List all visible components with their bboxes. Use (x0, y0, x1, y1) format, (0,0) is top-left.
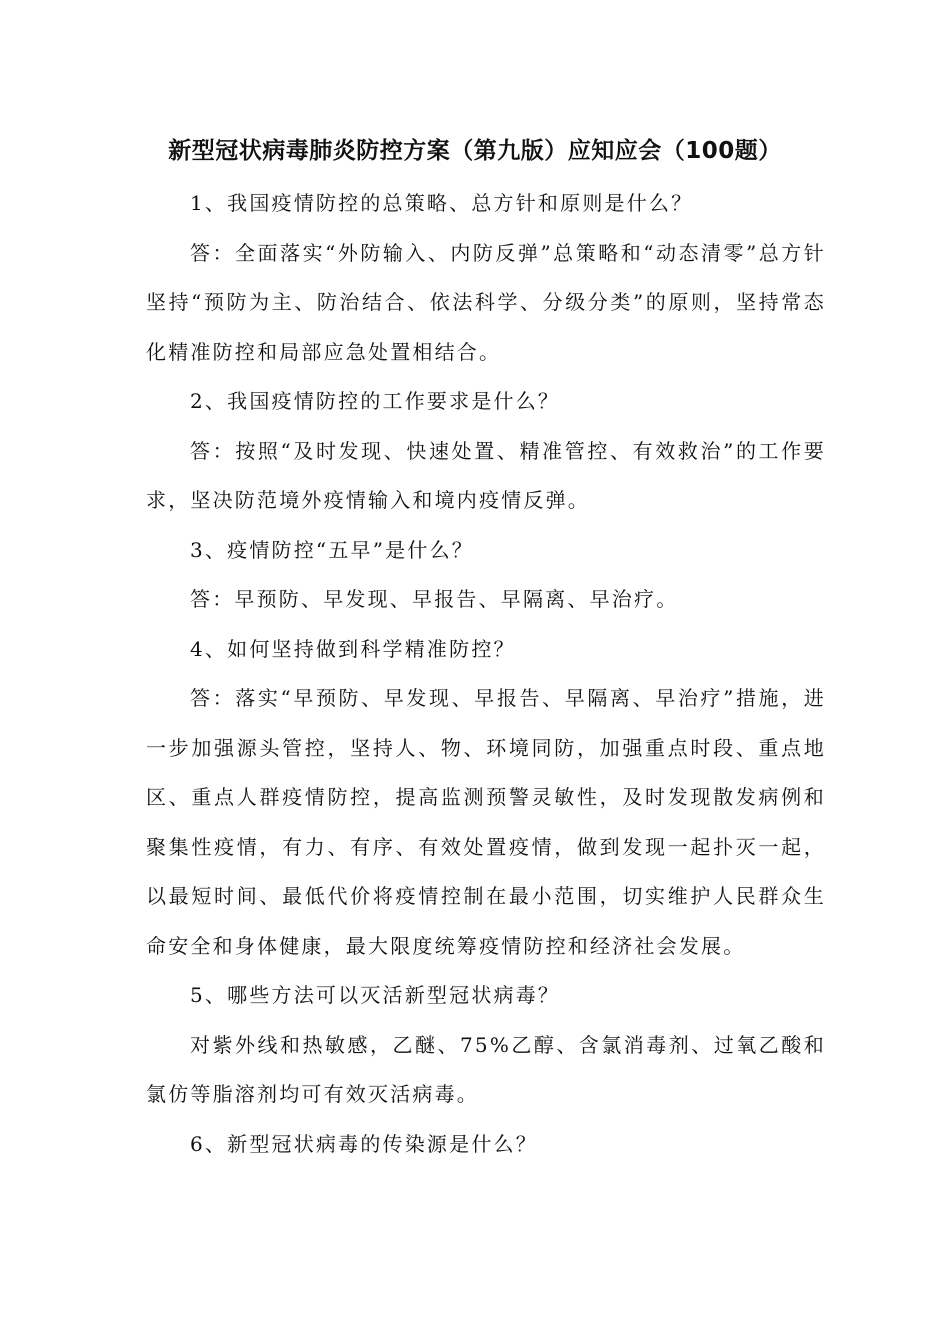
answer-1: 答：全面落实“外防输入、内防反弹”总策略和“动态清零”总方针坚持“预防为主、防治结合、依法科学、分级分类”的原则，坚持常态化精准防控和局部应急处置相结合。 (146, 240, 826, 364)
answer-4: 答：落实“早预防、早发现、早报告、早隔离、早治疗”措施，进一步加强源头管控，坚持人、物、环境同防，加强重点时段、重点地区、重点人群疫情防控，提高监测预警灵敏性，及时发现散发病例和聚集性疫情，有力、有序、有效处置疫情，做到发现一起扑灭一起，以最短时间、最低代价将疫情控制在最小范围，切实维护人民群众生命安全和身体健康，最大限度统筹疫情防控和经济社会发展。 (146, 686, 826, 958)
answer-5: 对紫外线和热敏感，乙醚、75%乙醇、含氯消毒剂、过氧乙酸和氯仿等脂溶剂均可有效灭活病毒。 (146, 1032, 826, 1106)
document-title: 新型冠状病毒肺炎防控方案（第九版）应知应会（100题） (168, 138, 782, 164)
answer-2: 答：按照“及时发现、快速处置、精准管控、有效救治”的工作要求，坚决防范境外疫情输入和境内疫情反弹。 (146, 438, 826, 512)
answer-3: 答：早预防、早发现、早报告、早隔离、早治疗。 (190, 587, 679, 611)
question-6: 6、新型冠状病毒的传染源是什么？ (190, 1131, 538, 1156)
question-5: 5、哪些方法可以灭活新型冠状病毒？ (190, 983, 561, 1007)
question-3: 3、疫情防控“五早”是什么？ (190, 537, 474, 562)
document-body (146, 179, 826, 1169)
question-4: 4、如何坚持做到科学精准防控？ (190, 636, 516, 661)
question-2: 2、我国疫情防控的工作要求是什么？ (190, 389, 561, 413)
question-1: 1、我国疫情防控的总策略、总方针和原则是什么？ (190, 191, 694, 215)
